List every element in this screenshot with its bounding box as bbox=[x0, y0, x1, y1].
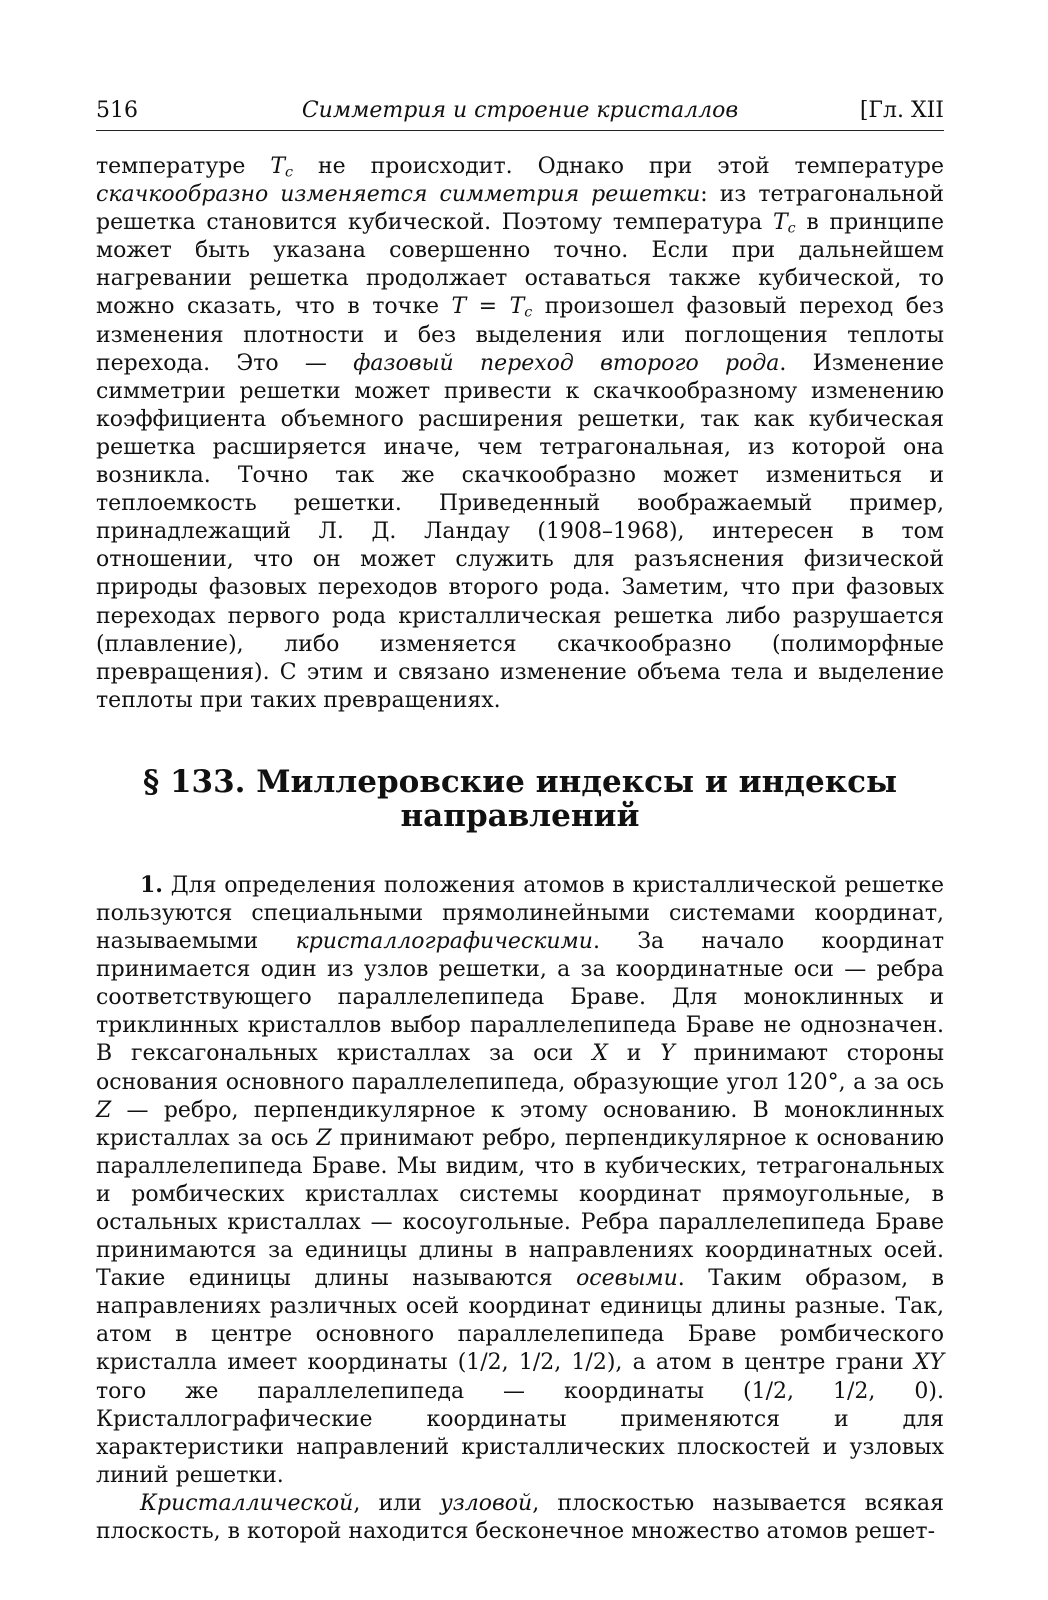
paragraph-crystallographic-coordinates bbox=[96, 871, 944, 1490]
paragraph-phase-transition bbox=[96, 153, 944, 715]
math-var: Y bbox=[660, 1041, 675, 1067]
math-var: Z bbox=[316, 1125, 332, 1151]
math-var: T = T bbox=[451, 294, 525, 320]
emphasis: фазовый переход второго рода bbox=[353, 350, 780, 376]
item-number: 1. bbox=[140, 871, 163, 898]
section-title: § 133. Миллеровские индексы и индексы направлений bbox=[142, 763, 898, 834]
math-var: X bbox=[592, 1041, 608, 1067]
math-symbol bbox=[773, 210, 796, 235]
emphasis: кристаллографическими bbox=[295, 929, 593, 955]
text-run: принимают ребро, перпендикулярное к основанию параллелепипеда Браве. Мы видим, что в кубических, тетрагональных и ромбических кристаллах системы координат прямоугольные, в остальных кристаллах — косоугольные. Ребра параллелепипеда Браве принимаются за единицы длины в направлениях координатных осей. Такие единицы длины называются bbox=[96, 1125, 945, 1292]
math-subscript: c bbox=[524, 305, 533, 322]
running-head bbox=[96, 96, 944, 131]
math-equation bbox=[451, 294, 533, 322]
text-run: , или bbox=[353, 1490, 440, 1516]
text-run: . За начало координат принимается один из узлов решетки, а за координатные оси — ребра соответствующего параллелепипеда Браве. Для моноклинных и триклинных кристаллов выбор параллелепипеда Браве не однозначен. В гексагональных кристаллах за оси bbox=[96, 929, 944, 1067]
math-var: XY bbox=[913, 1350, 944, 1376]
emphasis: скачкообразно изменяется симметрия решетки bbox=[96, 182, 701, 208]
text-run: в принципе может быть указана совершенно точно. Если при дальнейшем нагревании решетка продолжает оставаться также кубической, то можно сказать, что в точке bbox=[96, 210, 944, 320]
text-run: : из тетрагональной решетка становится кубической. Поэтому температура bbox=[96, 182, 944, 236]
chapter-marker: [Гл. XII bbox=[859, 98, 944, 123]
math-var: T bbox=[772, 210, 788, 236]
math-symbol bbox=[270, 154, 293, 179]
text-run: произошел фазовый переход без изменения плотности и без выделения или поглощения теплоты перехода. Это — bbox=[96, 294, 944, 376]
text-run: того же параллелепипеда — координаты (1/2, 1/2, 0). Кристаллографические координаты применяются и для характеристики направлений кристаллических плоскостей и узловых линий решетки. bbox=[96, 1378, 944, 1488]
text-run: принимают стороны основания основного параллелепипеда, образующие угол 120°, а за ось bbox=[96, 1041, 945, 1095]
text-run: Для определения положения атомов в кристаллической решетке пользуются специальными прямолинейными системами координат, называемыми bbox=[96, 872, 944, 955]
running-title: Симметрия и строение кристаллов bbox=[301, 98, 739, 123]
text-run: не происходит. Однако при этой температуре bbox=[293, 154, 944, 179]
emphasis: Кристаллической bbox=[140, 1490, 354, 1516]
math-subscript: c bbox=[285, 164, 294, 181]
book-page bbox=[96, 96, 944, 1546]
emphasis: узловой bbox=[439, 1490, 533, 1516]
text-run: температуре bbox=[96, 154, 271, 179]
text-run: , плоскостью называется всякая плоскость, в которой находится бесконечное множество атомов решет- bbox=[96, 1490, 945, 1545]
paragraph-crystal-plane bbox=[96, 1490, 944, 1546]
math-var: T bbox=[270, 154, 286, 179]
body-text bbox=[96, 153, 944, 1546]
text-run: . Таким образом, в направлениях различных осей координат единицы длины разные. Так, атом в центре основного параллелепипеда Браве ромбического кристалла имеет координаты (1/2, 1/2, 1/2), а атом в центре грани bbox=[96, 1266, 944, 1376]
text-run: — ребро, перпендикулярное к этому основанию. В моноклинных кристаллах за ось bbox=[96, 1097, 944, 1151]
math-var: Z bbox=[96, 1097, 112, 1123]
emphasis: осевыми bbox=[576, 1266, 678, 1292]
page-number: 516 bbox=[96, 98, 138, 123]
math-subscript: c bbox=[787, 220, 796, 237]
text-run: . Изменение симметрии решетки может привести к скачкообразному изменению коэффициента объемного расширения решетки, так как кубическая решетка расширяется иначе, чем тетрагональная, из которой она возникла. Точно так же скачкообразно может измениться и теплоемкость решетки. Приведенный воображаемый пример, принадлежащий Л. Д. Ландау (1908–1968), интересен в том отношении, что он может служить для разъяснения физической природы фазовых переходов второго рода. Заметим, что при фазовых переходах первого рода кристаллическая решетка либо разрушается (плавление), либо изменяется скачкообразно (полиморфные превращения). С этим и связано изменение объема тела и выделение теплоты при таких превращениях. bbox=[96, 350, 944, 713]
text-run: и bbox=[607, 1041, 661, 1067]
